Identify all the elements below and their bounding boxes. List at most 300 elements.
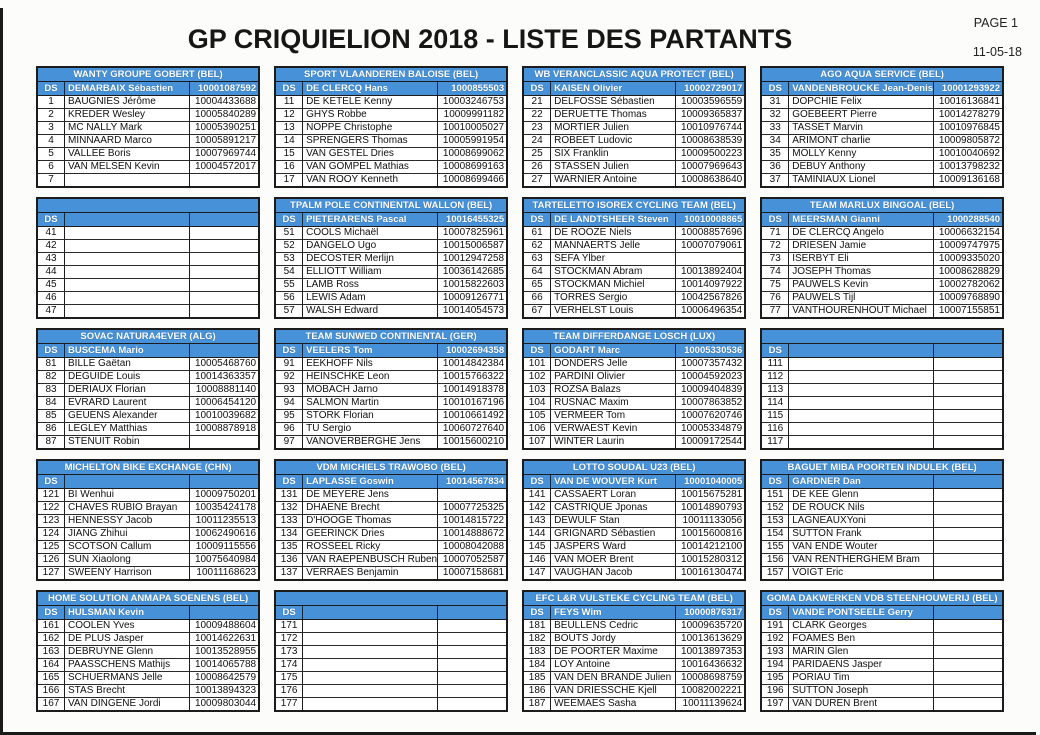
rider-row: [762, 161, 1002, 174]
rider-id: 10010039682: [189, 410, 258, 422]
rider-name: [65, 279, 189, 291]
rider-name: DEGUIDE Louis: [68, 371, 141, 382]
rider-name: MC NALLY Mark: [68, 122, 143, 133]
rider-name: HENNESSY Jacob: [68, 515, 153, 526]
ds-label-cell: DS: [276, 606, 303, 619]
rider-num: 37: [762, 174, 789, 186]
ds-row: [762, 82, 1002, 96]
rider-name: JASPERS Ward: [554, 541, 626, 552]
rider-name: SUN Xiaolong: [68, 554, 131, 565]
rider-row: [38, 646, 258, 659]
ds-name: VAN DE WOUVER Kurt: [554, 476, 657, 487]
rider-name: DEBRUYNE Glenn: [68, 646, 154, 657]
rider-num: 104: [524, 397, 551, 409]
rider-id: [933, 436, 1002, 448]
rider-row: [762, 96, 1002, 109]
rider-row: [524, 266, 744, 279]
ds-id: [189, 344, 258, 357]
rider-rows: [38, 96, 258, 186]
rider-num: 94: [276, 397, 303, 409]
rider-id: 10014888672: [437, 528, 506, 540]
rider-name: STOCKMAN Michiel: [554, 279, 645, 290]
ds-id: 10000876317: [675, 606, 744, 619]
rider-num: 6: [38, 161, 65, 173]
rider-name: SPRENGERS Thomas: [306, 135, 408, 146]
rider-name: DE MEYERE Jens: [306, 489, 389, 500]
rider-row: [38, 279, 258, 292]
rider-id: 10007620746: [675, 410, 744, 422]
ds-name: [65, 475, 189, 488]
rider-name: VANOVERBERGHE Jens: [306, 436, 421, 447]
rider-name: BAUGNIES Jérôme: [68, 96, 156, 107]
rider-row: [38, 122, 258, 135]
ds-label-cell: DS: [276, 213, 303, 226]
rider-row: [524, 659, 744, 672]
rider-name: GEUENS Alexander: [68, 410, 158, 421]
team-header: [276, 592, 506, 606]
rider-id: 10009126771: [437, 292, 506, 304]
team-block: [760, 459, 1004, 581]
rider-num: 7: [38, 174, 65, 186]
rider-id: 10013798232: [933, 161, 1002, 173]
rider-name: LEWIS Adam: [306, 292, 366, 303]
ds-id: 10014567834: [437, 475, 506, 488]
rider-row: [276, 685, 506, 698]
team-block: [760, 197, 1004, 319]
rider-id: 10009750201: [189, 489, 258, 501]
rider-name: TORRES Sergio: [554, 292, 628, 303]
rider-id: [189, 227, 258, 239]
rider-num: 52: [276, 240, 303, 252]
rider-id: 10003596559: [675, 96, 744, 108]
rider-row: [762, 502, 1002, 515]
rider-rows: [276, 489, 506, 579]
team-block: [522, 328, 746, 450]
rider-id: 10014054573: [437, 305, 506, 317]
rider-row: [524, 358, 744, 371]
rider-row: [38, 541, 258, 554]
team-header: WB VERANCLASSIC AQUA PROTECT (BEL): [524, 68, 744, 82]
rider-name: SIX Franklin: [554, 148, 609, 159]
rider-num: 66: [524, 292, 551, 304]
rider-id: 10011139624: [675, 698, 744, 710]
rider-num: 86: [38, 423, 65, 435]
rider-name: CASTRIQUE Jponas: [554, 502, 648, 513]
rider-num: 25: [524, 148, 551, 160]
rider-row: [38, 515, 258, 528]
rider-num: 2: [38, 109, 65, 121]
rider-id: [933, 659, 1002, 671]
rider-num: 32: [762, 109, 789, 121]
rider-row: [762, 122, 1002, 135]
rider-num: 173: [276, 646, 303, 658]
rider-id: 10011168623: [189, 567, 258, 579]
rider-num: 103: [524, 384, 551, 396]
rider-row: [762, 253, 1002, 266]
rider-id: 10014097922: [675, 279, 744, 291]
rider-num: 123: [38, 515, 65, 527]
rider-row: [276, 633, 506, 646]
rider-row: [276, 122, 506, 135]
rider-row: [524, 240, 744, 253]
rider-row: [762, 633, 1002, 646]
rider-num: 192: [762, 633, 789, 645]
rider-num: 34: [762, 135, 789, 147]
rider-row: [38, 96, 258, 109]
rider-row: [276, 292, 506, 305]
rider-name: DEWULF Stan: [554, 515, 620, 526]
rider-rows: [38, 358, 258, 448]
rider-name: ROSSEEL Ricky: [306, 541, 381, 552]
rider-row: [38, 672, 258, 685]
rider-num: 42: [38, 240, 65, 252]
rider-row: [762, 567, 1002, 579]
ds-id: [437, 606, 506, 619]
rider-num: 146: [524, 554, 551, 566]
rider-name: [65, 174, 189, 186]
rider-row: [38, 305, 258, 317]
rider-id: 10062490616: [189, 528, 258, 540]
rider-name: PARIDAENS Jasper: [792, 659, 883, 670]
rider-num: 35: [762, 148, 789, 160]
rider-name: VAN RAEPENBUSCH Ruben: [306, 554, 438, 565]
rider-name: DRIESEN Jamie: [792, 240, 867, 251]
rider-name: DE CLERCQ Angelo: [792, 227, 884, 238]
rider-name: MOBACH Jarno: [306, 384, 378, 395]
rider-id: 10015822603: [437, 279, 506, 291]
rider-num: 67: [524, 305, 551, 317]
rider-id: 10015766322: [437, 371, 506, 383]
rider-id: 10007969643: [675, 161, 744, 173]
rider-id: 10014065788: [189, 659, 258, 671]
rider-row: [276, 410, 506, 423]
rider-id: 10005840289: [189, 109, 258, 121]
rider-row: [276, 502, 506, 515]
rider-name: D'HOOGE Thomas: [306, 515, 392, 526]
team-block: [36, 328, 260, 450]
rider-num: 101: [524, 358, 551, 370]
rider-id: 10009335020: [933, 253, 1002, 265]
rider-row: [524, 135, 744, 148]
rider-name: CASSAERT Loran: [554, 489, 637, 500]
rider-num: 131: [276, 489, 303, 501]
ds-row: [276, 213, 506, 227]
rider-row: [276, 174, 506, 186]
rider-num: 102: [524, 371, 551, 383]
rider-name: SCOTSON Callum: [68, 541, 152, 552]
rider-name: EEKHOFF Nils: [306, 358, 373, 369]
team-header: TEAM MARLUX BINGOAL (BEL): [762, 199, 1002, 213]
ds-id: [189, 606, 258, 619]
rider-id: 10060727640: [437, 423, 506, 435]
ds-name: FEYS Wim: [554, 607, 602, 618]
rider-name: MOLLY Kenny: [792, 148, 857, 159]
rider-name: ROZSA Balazs: [554, 384, 621, 395]
rider-name: STORK Florian: [306, 410, 374, 421]
rider-row: [38, 148, 258, 161]
rider-num: 97: [276, 436, 303, 448]
rider-num: 26: [524, 161, 551, 173]
rider-row: [38, 489, 258, 502]
rider-id: 10014890793: [675, 502, 744, 514]
rider-id: 10008699466: [437, 174, 506, 186]
rider-name: VERWAEST Kevin: [554, 423, 638, 434]
rider-name: DE ROOZE Niels: [554, 227, 632, 238]
rider-row: [524, 292, 744, 305]
rider-id: 10009115556: [189, 541, 258, 553]
rider-id: 10009747975: [933, 240, 1002, 252]
rider-name: [789, 358, 933, 370]
rider-id: 10007357432: [675, 358, 744, 370]
ds-row: [524, 213, 744, 227]
rider-id: 10007158681: [437, 567, 506, 579]
rider-row: [276, 672, 506, 685]
rider-num: 71: [762, 227, 789, 239]
team-block: [522, 459, 746, 581]
ds-label-cell: DS: [276, 344, 303, 357]
rider-id: 10007079061: [675, 240, 744, 252]
rider-num: 13: [276, 122, 303, 134]
rider-name: [303, 672, 437, 684]
rider-id: [933, 633, 1002, 645]
rider-num: 116: [762, 423, 789, 435]
rider-num: 91: [276, 358, 303, 370]
ds-id: [189, 213, 258, 226]
ds-name: VEELERS Tom: [306, 345, 373, 356]
rider-row: [276, 554, 506, 567]
rider-num: 194: [762, 659, 789, 671]
rider-name: VAN DEN BRANDE Julien: [554, 672, 672, 683]
rider-row: [38, 384, 258, 397]
rider-rows: [38, 620, 258, 710]
rider-id: 10008881140: [189, 384, 258, 396]
rider-name: [789, 410, 933, 422]
rider-name: DE KEE Glenn: [792, 489, 859, 500]
rider-id: [933, 528, 1002, 540]
rider-name: SALMON Martin: [306, 397, 379, 408]
rider-name: LEGLEY Matthias: [68, 423, 148, 434]
rider-row: [276, 515, 506, 528]
rider-id: [189, 253, 258, 265]
rider-name: VAN MELSEN Kevin: [68, 161, 160, 172]
rider-id: 10009488604: [189, 620, 258, 632]
ds-name: [65, 213, 189, 226]
rider-name: [65, 305, 189, 317]
rider-row: [762, 292, 1002, 305]
ds-row: [524, 82, 744, 96]
rider-row: [276, 358, 506, 371]
rider-num: 141: [524, 489, 551, 501]
rider-num: 56: [276, 292, 303, 304]
ds-name: DE CLERCQ Hans: [306, 83, 388, 94]
rider-num: 87: [38, 436, 65, 448]
rider-name: RUSNAC Maxim: [554, 397, 629, 408]
rider-name: LAMB Ross: [306, 279, 359, 290]
team-block: [36, 590, 260, 712]
rider-name: [303, 698, 437, 710]
rider-row: [276, 384, 506, 397]
rider-id: 10042567826: [675, 292, 744, 304]
rider-row: [762, 397, 1002, 410]
rider-name: DECOSTER Merlijn: [306, 253, 394, 264]
rider-num: 191: [762, 620, 789, 632]
rider-rows: [276, 227, 506, 317]
rider-id: [933, 698, 1002, 710]
rider-name: [65, 253, 189, 265]
rider-num: 21: [524, 96, 551, 108]
team-header: LOTTO SOUDAL U23 (BEL): [524, 461, 744, 475]
rider-row: [38, 502, 258, 515]
rider-name: PAUWELS Kevin: [792, 279, 869, 290]
rider-row: [762, 436, 1002, 448]
rider-name: CLARK Georges: [792, 620, 867, 631]
rider-num: 83: [38, 384, 65, 396]
team-header: SPORT VLAANDEREN BALOISE (BEL): [276, 68, 506, 82]
rider-row: [524, 646, 744, 659]
rider-num: 63: [524, 253, 551, 265]
rider-num: 147: [524, 567, 551, 579]
rider-num: 73: [762, 253, 789, 265]
rider-id: 10009991182: [437, 109, 506, 121]
team-header: MICHELTON BIKE EXCHANGE (CHN): [38, 461, 258, 475]
team-block: [760, 590, 1004, 712]
rider-row: [38, 240, 258, 253]
rider-name: DANGELO Ugo: [306, 240, 377, 251]
ds-row: [276, 606, 506, 620]
rider-num: 81: [38, 358, 65, 370]
ds-row: [276, 344, 506, 358]
rider-row: [276, 436, 506, 448]
rider-num: 152: [762, 502, 789, 514]
team-header: TPALM POLE CONTINENTAL WALLON (BEL): [276, 199, 506, 213]
rider-num: 184: [524, 659, 551, 671]
rider-id: [189, 279, 258, 291]
rider-id: 10009404839: [675, 384, 744, 396]
rider-id: 10014622631: [189, 633, 258, 645]
rider-rows: [276, 620, 506, 710]
rider-rows: [762, 96, 1002, 186]
rider-num: 125: [38, 541, 65, 553]
ds-label-cell: DS: [38, 213, 65, 226]
rider-num: 145: [524, 541, 551, 553]
rider-num: 77: [762, 305, 789, 317]
rider-rows: [38, 489, 258, 579]
rider-num: 1: [38, 96, 65, 108]
ds-label-cell: DS: [762, 606, 789, 619]
rider-id: 10013897353: [675, 646, 744, 658]
rider-num: 15: [276, 148, 303, 160]
ds-row: [38, 213, 258, 227]
ds-label-cell: DS: [524, 82, 551, 95]
rider-name: MORTIER Julien: [554, 122, 629, 133]
rider-num: 41: [38, 227, 65, 239]
rider-row: [762, 266, 1002, 279]
rider-name: [303, 620, 437, 632]
rider-num: 127: [38, 567, 65, 579]
rider-id: 10009803044: [189, 698, 258, 710]
rider-name: DE ROUCK Nils: [792, 502, 865, 513]
rider-name: BILLE Gaëtan: [68, 358, 131, 369]
rider-row: [762, 279, 1002, 292]
rider-id: 10005891217: [189, 135, 258, 147]
rider-rows: [762, 358, 1002, 448]
ds-name: GODART Marc: [554, 345, 621, 356]
rider-name: CHAVES RUBIO Brayan: [68, 502, 178, 513]
rider-num: 111: [762, 358, 789, 370]
rider-name: [65, 227, 189, 239]
rider-num: 31: [762, 96, 789, 108]
rider-row: [524, 174, 744, 186]
rider-row: [524, 279, 744, 292]
rider-num: 176: [276, 685, 303, 697]
rider-id: [189, 305, 258, 317]
rider-num: 181: [524, 620, 551, 632]
rider-name: [65, 292, 189, 304]
rider-row: [276, 397, 506, 410]
rider-id: 10014815722: [437, 515, 506, 527]
rider-num: 84: [38, 397, 65, 409]
rider-name: VAN RENTHERGHEM Bram: [792, 554, 920, 565]
rider-num: 33: [762, 122, 789, 134]
rider-row: [524, 423, 744, 436]
rider-num: 51: [276, 227, 303, 239]
team-header: GOMA DAKWERKEN VDB STEENHOUWERIJ (BEL): [762, 592, 1002, 606]
ds-row: [276, 475, 506, 489]
rider-name: STENUIT Robin: [68, 436, 140, 447]
team-block: [36, 459, 260, 581]
rider-id: 10075640984: [189, 554, 258, 566]
rider-id: [933, 620, 1002, 632]
rider-num: 162: [38, 633, 65, 645]
rider-name: VERRAES Benjamin: [306, 567, 399, 578]
rider-id: 10004433688: [189, 96, 258, 108]
rider-id: 10008638640: [675, 174, 744, 186]
ds-id: [933, 344, 1002, 357]
rider-id: [933, 515, 1002, 527]
ds-id: 10001087592: [189, 82, 258, 95]
ds-id: 1000288540: [933, 213, 1002, 226]
rider-num: 137: [276, 567, 303, 579]
rider-num: 112: [762, 371, 789, 383]
ds-label-cell: DS: [38, 82, 65, 95]
rider-name: PORIAU Tim: [792, 672, 850, 683]
rider-num: 93: [276, 384, 303, 396]
team-header: BAGUET MIBA POORTEN INDULEK (BEL): [762, 461, 1002, 475]
ds-id: [933, 606, 1002, 619]
rider-id: [933, 554, 1002, 566]
rider-name: DE KETELE Kenny: [306, 96, 393, 107]
rider-num: 161: [38, 620, 65, 632]
rider-row: [38, 659, 258, 672]
rider-id: [933, 672, 1002, 684]
rider-num: 115: [762, 410, 789, 422]
rider-row: [276, 528, 506, 541]
rider-id: 10009768890: [933, 292, 1002, 304]
rider-row: [524, 541, 744, 554]
rider-row: [524, 148, 744, 161]
ds-name: DEMARBAIX Sébastien: [68, 83, 174, 94]
rider-id: [933, 489, 1002, 501]
rider-rows: [38, 227, 258, 317]
rider-name: GHYS Robbe: [306, 109, 367, 120]
rider-id: 10003246753: [437, 96, 506, 108]
rider-row: [762, 620, 1002, 633]
rider-rows: [276, 96, 506, 186]
rider-id: [933, 502, 1002, 514]
rider-name: [789, 436, 933, 448]
rider-name: LAGNEAUXYoni: [792, 515, 866, 526]
rider-row: [524, 502, 744, 515]
